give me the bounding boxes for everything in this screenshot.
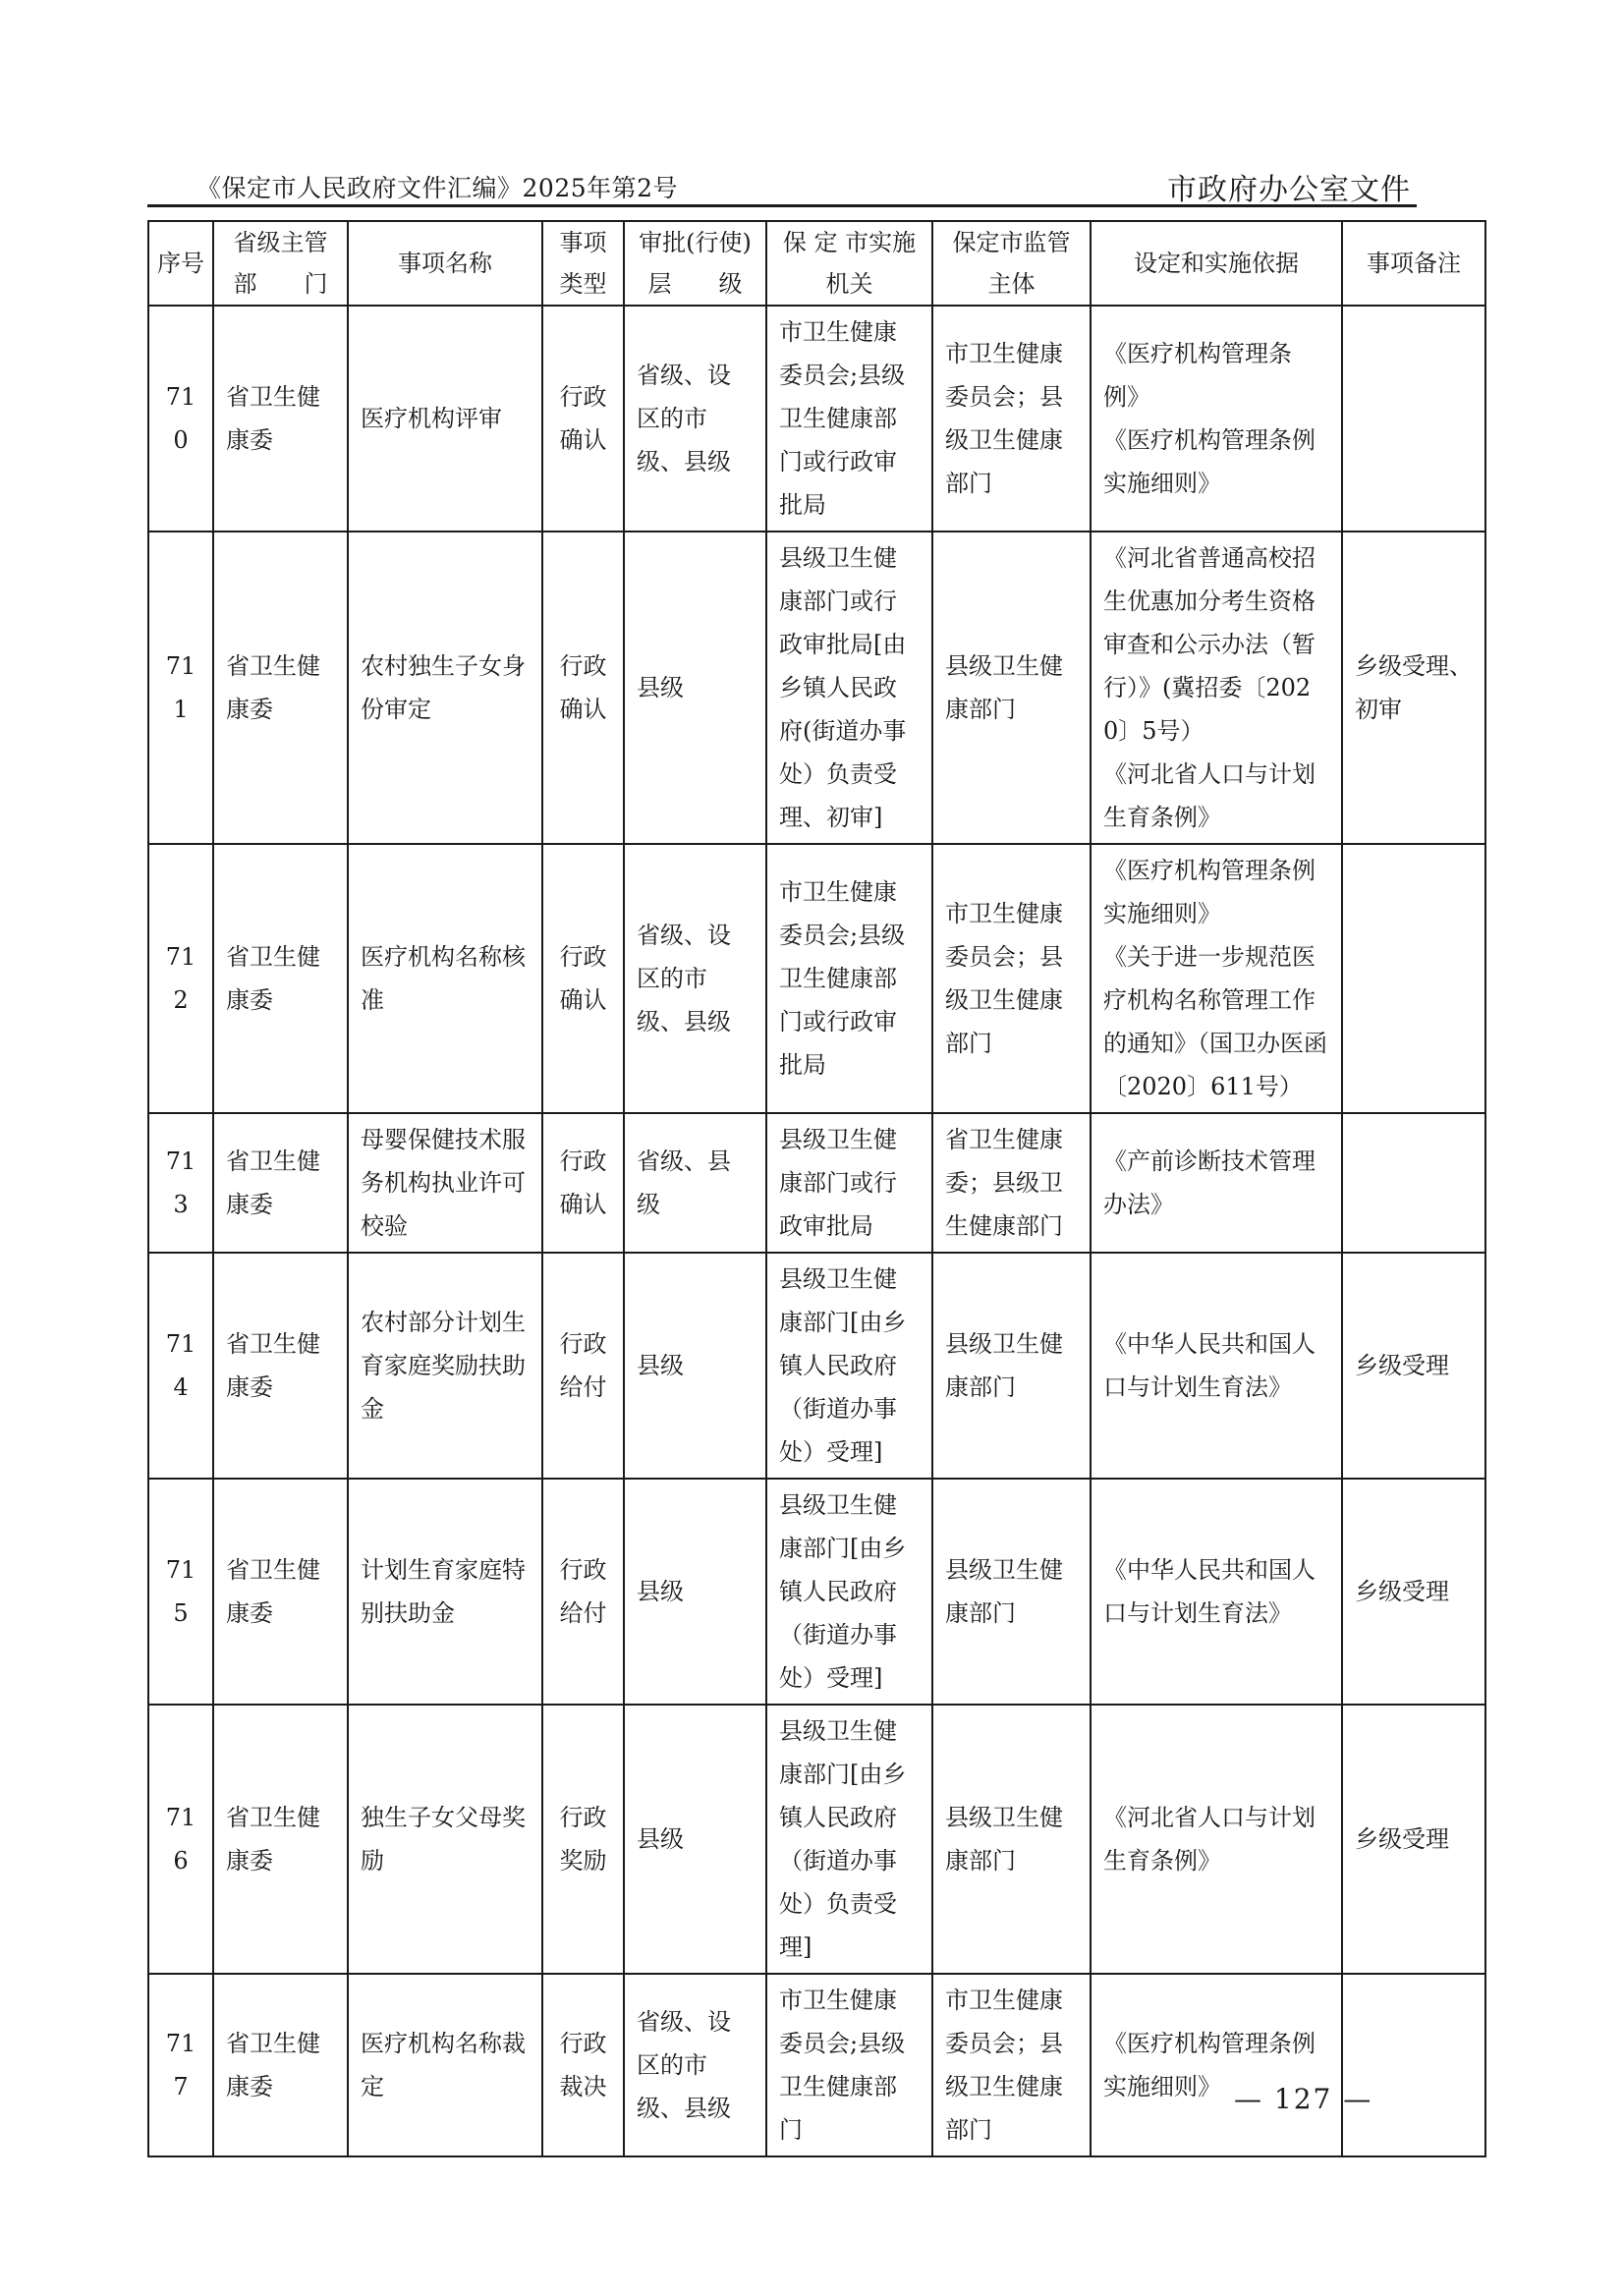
supervising-body: 县级卫生健康部门 (932, 532, 1091, 844)
approval-level: 县级 (624, 1705, 766, 1974)
item-name: 农村部分计划生育家庭奖励扶助金 (348, 1253, 542, 1479)
item-name: 计划生育家庭特别扶助金 (348, 1479, 542, 1705)
item-name: 医疗机构名称裁定 (348, 1974, 542, 2156)
approval-level: 县级 (624, 532, 766, 844)
item-type: 行政裁决 (542, 1974, 624, 2156)
item-type: 行政给付 (542, 1253, 624, 1479)
item-number: 710 (148, 306, 213, 532)
supervising-department: 省卫生健康委 (213, 1974, 348, 2156)
table-header-row (148, 221, 1485, 306)
column-header: 事项备注 (1342, 221, 1485, 306)
item-number: 711 (148, 532, 213, 844)
legal-basis: 《河北省普通高校招生优惠加分考生资格审查和公示办法（暂行）》(冀招委〔2020〕5号） 《河北省人口与计划生育条例》 (1091, 532, 1342, 844)
table-row (148, 1974, 1485, 2156)
column-header: 保 定 市实施机关 (766, 221, 932, 306)
approval-level: 县级 (624, 1253, 766, 1479)
item-type: 行政确认 (542, 1113, 624, 1253)
item-number: 715 (148, 1479, 213, 1705)
item-remark: 乡级受理 (1342, 1479, 1485, 1705)
column-header: 省级主管部 门 (213, 221, 348, 306)
item-name: 母婴保健技术服务机构执业许可校验 (348, 1113, 542, 1253)
page-number: — 127 — (1234, 2083, 1373, 2115)
column-header: 保定市监管主体 (932, 221, 1091, 306)
approval-level: 省级、县级 (624, 1113, 766, 1253)
item-remark: 乡级受理、初审 (1342, 532, 1485, 844)
approval-level: 县级 (624, 1479, 766, 1705)
document-category: 市政府办公室文件 (1167, 173, 1411, 207)
supervising-department: 省卫生健康委 (213, 306, 348, 532)
item-remark: 乡级受理 (1342, 1705, 1485, 1974)
implementing-agency: 县级卫生健康部门[由乡镇人民政府（街道办事处）负责受理] (766, 1705, 932, 1974)
item-type: 行政确认 (542, 306, 624, 532)
supervising-department: 省卫生健康委 (213, 1705, 348, 1974)
publication-title: 《保定市人民政府文件汇编》2025年第2号 (196, 174, 679, 202)
implementing-agency: 县级卫生健康部门或行政审批局[由乡镇人民政府(街道办事处）负责受理、初审] (766, 532, 932, 844)
table-row (148, 1705, 1485, 1974)
item-name: 医疗机构名称核准 (348, 844, 542, 1113)
supervising-body: 市卫生健康委员会；县级卫生健康部门 (932, 1974, 1091, 2156)
legal-basis: 《产前诊断技术管理办法》 (1091, 1113, 1342, 1253)
supervising-department: 省卫生健康委 (213, 844, 348, 1113)
supervising-body: 市卫生健康委员会；县级卫生健康部门 (932, 844, 1091, 1113)
item-number: 717 (148, 1974, 213, 2156)
item-remark (1342, 844, 1485, 1113)
header-rule (147, 204, 1417, 207)
item-type: 行政确认 (542, 844, 624, 1113)
item-name: 农村独生子女身份审定 (348, 532, 542, 844)
table-row (148, 1113, 1485, 1253)
item-number: 713 (148, 1113, 213, 1253)
supervising-department: 省卫生健康委 (213, 532, 348, 844)
item-number: 716 (148, 1705, 213, 1974)
item-number: 712 (148, 844, 213, 1113)
supervising-department: 省卫生健康委 (213, 1479, 348, 1705)
item-remark (1342, 1113, 1485, 1253)
legal-basis: 《医疗机构管理条例实施细则》 《关于进一步规范医疗机构名称管理工作的通知》（国卫办医函〔2020〕611号） (1091, 844, 1342, 1113)
legal-basis: 《医疗机构管理条例》 《医疗机构管理条例实施细则》 (1091, 306, 1342, 532)
implementing-agency: 市卫生健康委员会;县级卫生健康部门 (766, 1974, 932, 2156)
table-row (148, 532, 1485, 844)
legal-basis: 《中华人民共和国人口与计划生育法》 (1091, 1253, 1342, 1479)
item-name: 独生子女父母奖励 (348, 1705, 542, 1974)
implementing-agency: 县级卫生健康部门[由乡镇人民政府（街道办事处）受理] (766, 1479, 932, 1705)
column-header: 设定和实施依据 (1091, 221, 1342, 306)
table-row (148, 1253, 1485, 1479)
implementing-agency: 市卫生健康委员会;县级卫生健康部门或行政审批局 (766, 306, 932, 532)
table-row (148, 844, 1485, 1113)
item-type: 行政奖励 (542, 1705, 624, 1974)
item-remark: 乡级受理 (1342, 1253, 1485, 1479)
item-number: 714 (148, 1253, 213, 1479)
item-type: 行政确认 (542, 532, 624, 844)
table-row (148, 1479, 1485, 1705)
item-type: 行政给付 (542, 1479, 624, 1705)
implementing-agency: 市卫生健康委员会;县级卫生健康部门或行政审批局 (766, 844, 932, 1113)
implementing-agency: 县级卫生健康部门[由乡镇人民政府（街道办事处）受理] (766, 1253, 932, 1479)
table-row (148, 306, 1485, 532)
legal-basis: 《中华人民共和国人口与计划生育法》 (1091, 1479, 1342, 1705)
column-header: 序号 (148, 221, 213, 306)
approval-level: 省级、设区的市级、县级 (624, 1974, 766, 2156)
item-remark (1342, 1974, 1485, 2156)
supervising-body: 县级卫生健康部门 (932, 1479, 1091, 1705)
item-remark (1342, 306, 1485, 532)
supervising-department: 省卫生健康委 (213, 1253, 348, 1479)
admin-items-table (147, 220, 1486, 2157)
approval-level: 省级、设区的市级、县级 (624, 844, 766, 1113)
approval-level: 省级、设区的市级、县级 (624, 306, 766, 532)
supervising-body: 县级卫生健康部门 (932, 1705, 1091, 1974)
legal-basis: 《河北省人口与计划生育条例》 (1091, 1705, 1342, 1974)
supervising-body: 县级卫生健康部门 (932, 1253, 1091, 1479)
supervising-body: 市卫生健康委员会；县级卫生健康部门 (932, 306, 1091, 532)
supervising-department: 省卫生健康委 (213, 1113, 348, 1253)
item-name: 医疗机构评审 (348, 306, 542, 532)
column-header: 审批(行使)层 级 (624, 221, 766, 306)
legal-basis: 《医疗机构管理条例实施细则》 (1091, 1974, 1342, 2156)
column-header: 事项类型 (542, 221, 624, 306)
column-header: 事项名称 (348, 221, 542, 306)
implementing-agency: 县级卫生健康部门或行政审批局 (766, 1113, 932, 1253)
supervising-body: 省卫生健康委；县级卫生健康部门 (932, 1113, 1091, 1253)
